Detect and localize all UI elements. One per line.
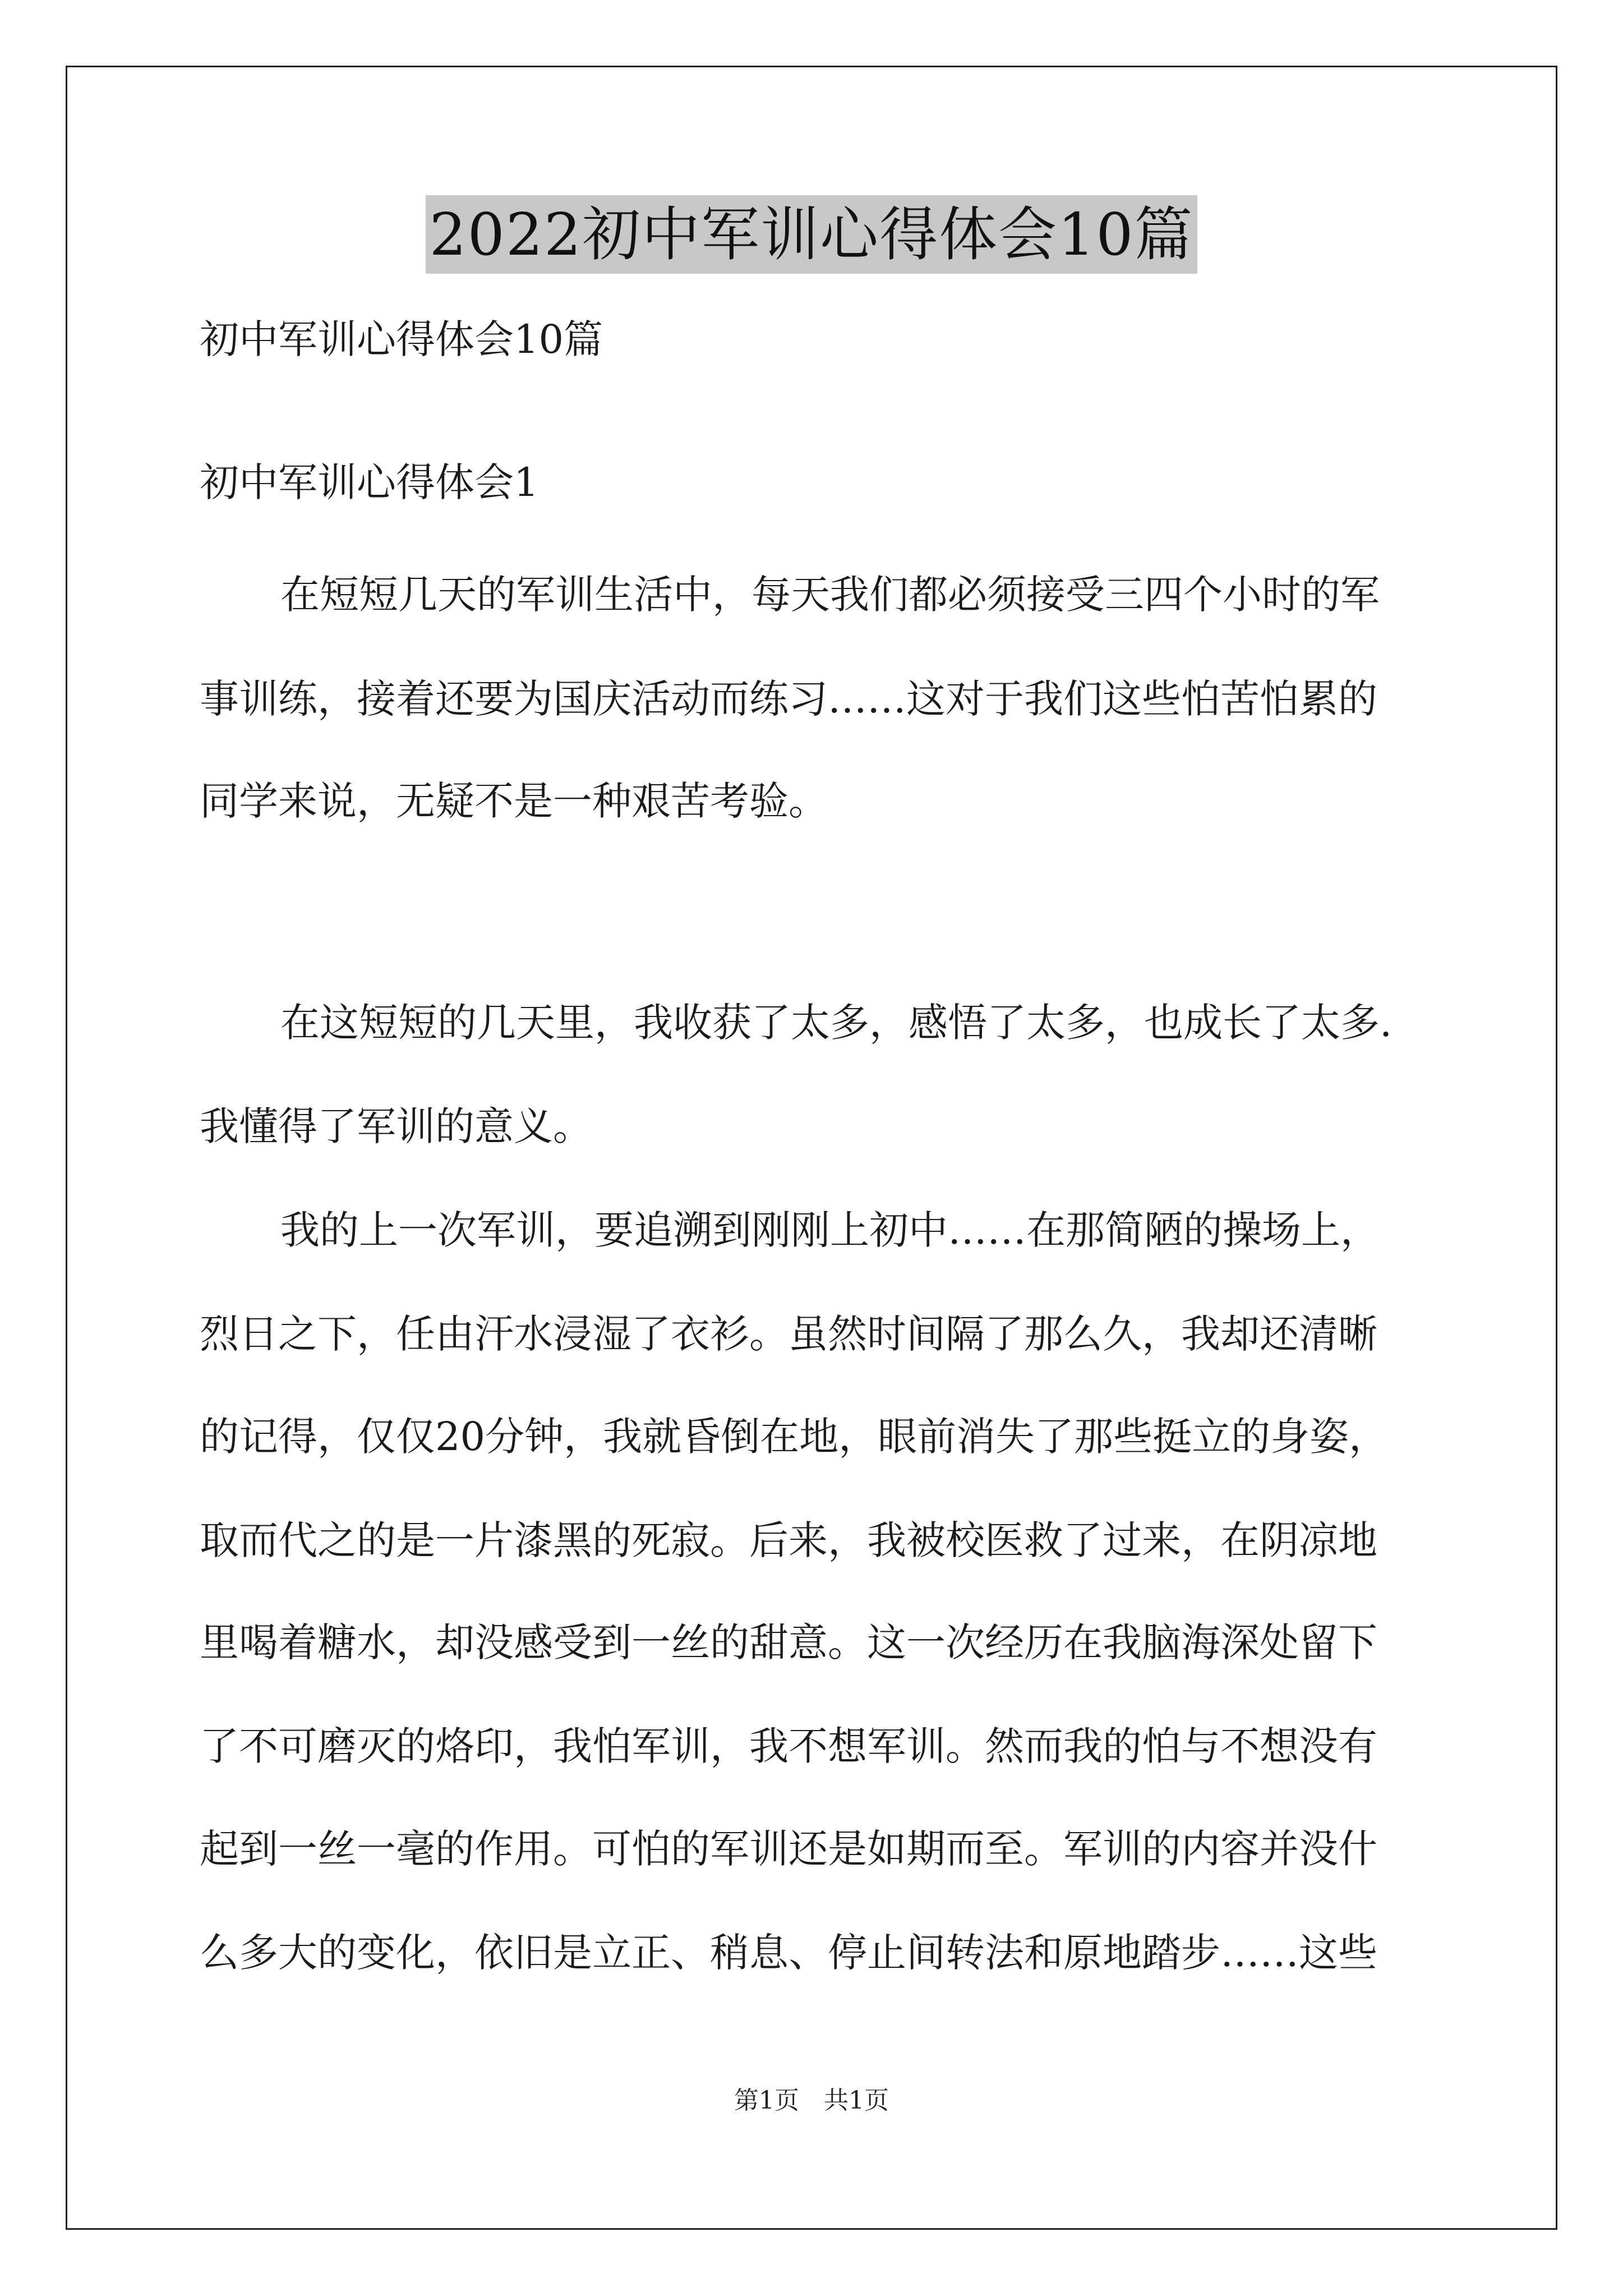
paragraph-line: 在短短几天的军训生活中，每天我们都必须接受三四个小时的军	[280, 572, 1380, 618]
document-title: 2022初中军训心得体会10篇	[426, 195, 1197, 274]
paragraph-line: 么多大的变化，依旧是立正、稍息、停止间转法和原地踏步……这些	[200, 1930, 1377, 1976]
paragraph-line: 取而代之的是一片漆黑的死寂。后来，我被校医救了过来，在阴凉地	[200, 1517, 1377, 1563]
page-footer: 第1页 共1页	[734, 2086, 889, 2115]
paragraph-line: 了不可磨灭的烙印，我怕军训，我不想军训。然而我的怕与不想没有	[200, 1723, 1377, 1769]
paragraph-line: 在这短短的几天里，我收获了太多，感悟了太多，也成长了太多.	[280, 1000, 1393, 1046]
subtitle: 初中军训心得体会10篇	[200, 316, 603, 362]
paragraph-line: 烈日之下，任由汗水浸湿了衣衫。虽然时间隔了那么久，我却还清晰	[200, 1311, 1377, 1357]
paragraph-line: 我的上一次军训，要追溯到刚刚上初中……在那简陋的操场上，	[280, 1207, 1380, 1253]
paragraph-line: 里喝着糖水，却没感受到一丝的甜意。这一次经历在我脑海深处留下	[200, 1619, 1377, 1665]
paragraph-line: 起到一丝一毫的作用。可怕的军训还是如期而至。军训的内容并没什	[200, 1826, 1377, 1872]
paragraph-line: 的记得，仅仅20分钟，我就昏倒在地，眼前消失了那些挺立的身姿，	[200, 1414, 1389, 1460]
section-heading: 初中军训心得体会1	[200, 459, 539, 505]
title-container	[0, 195, 1623, 274]
paragraph-line: 同学来说，无疑不是一种艰苦考验。	[200, 778, 828, 824]
paragraph-line: 事训练，接着还要为国庆活动而练习……这对于我们这些怕苦怕累的	[200, 676, 1377, 722]
paragraph-line: 我懂得了军训的意义。	[200, 1103, 592, 1149]
